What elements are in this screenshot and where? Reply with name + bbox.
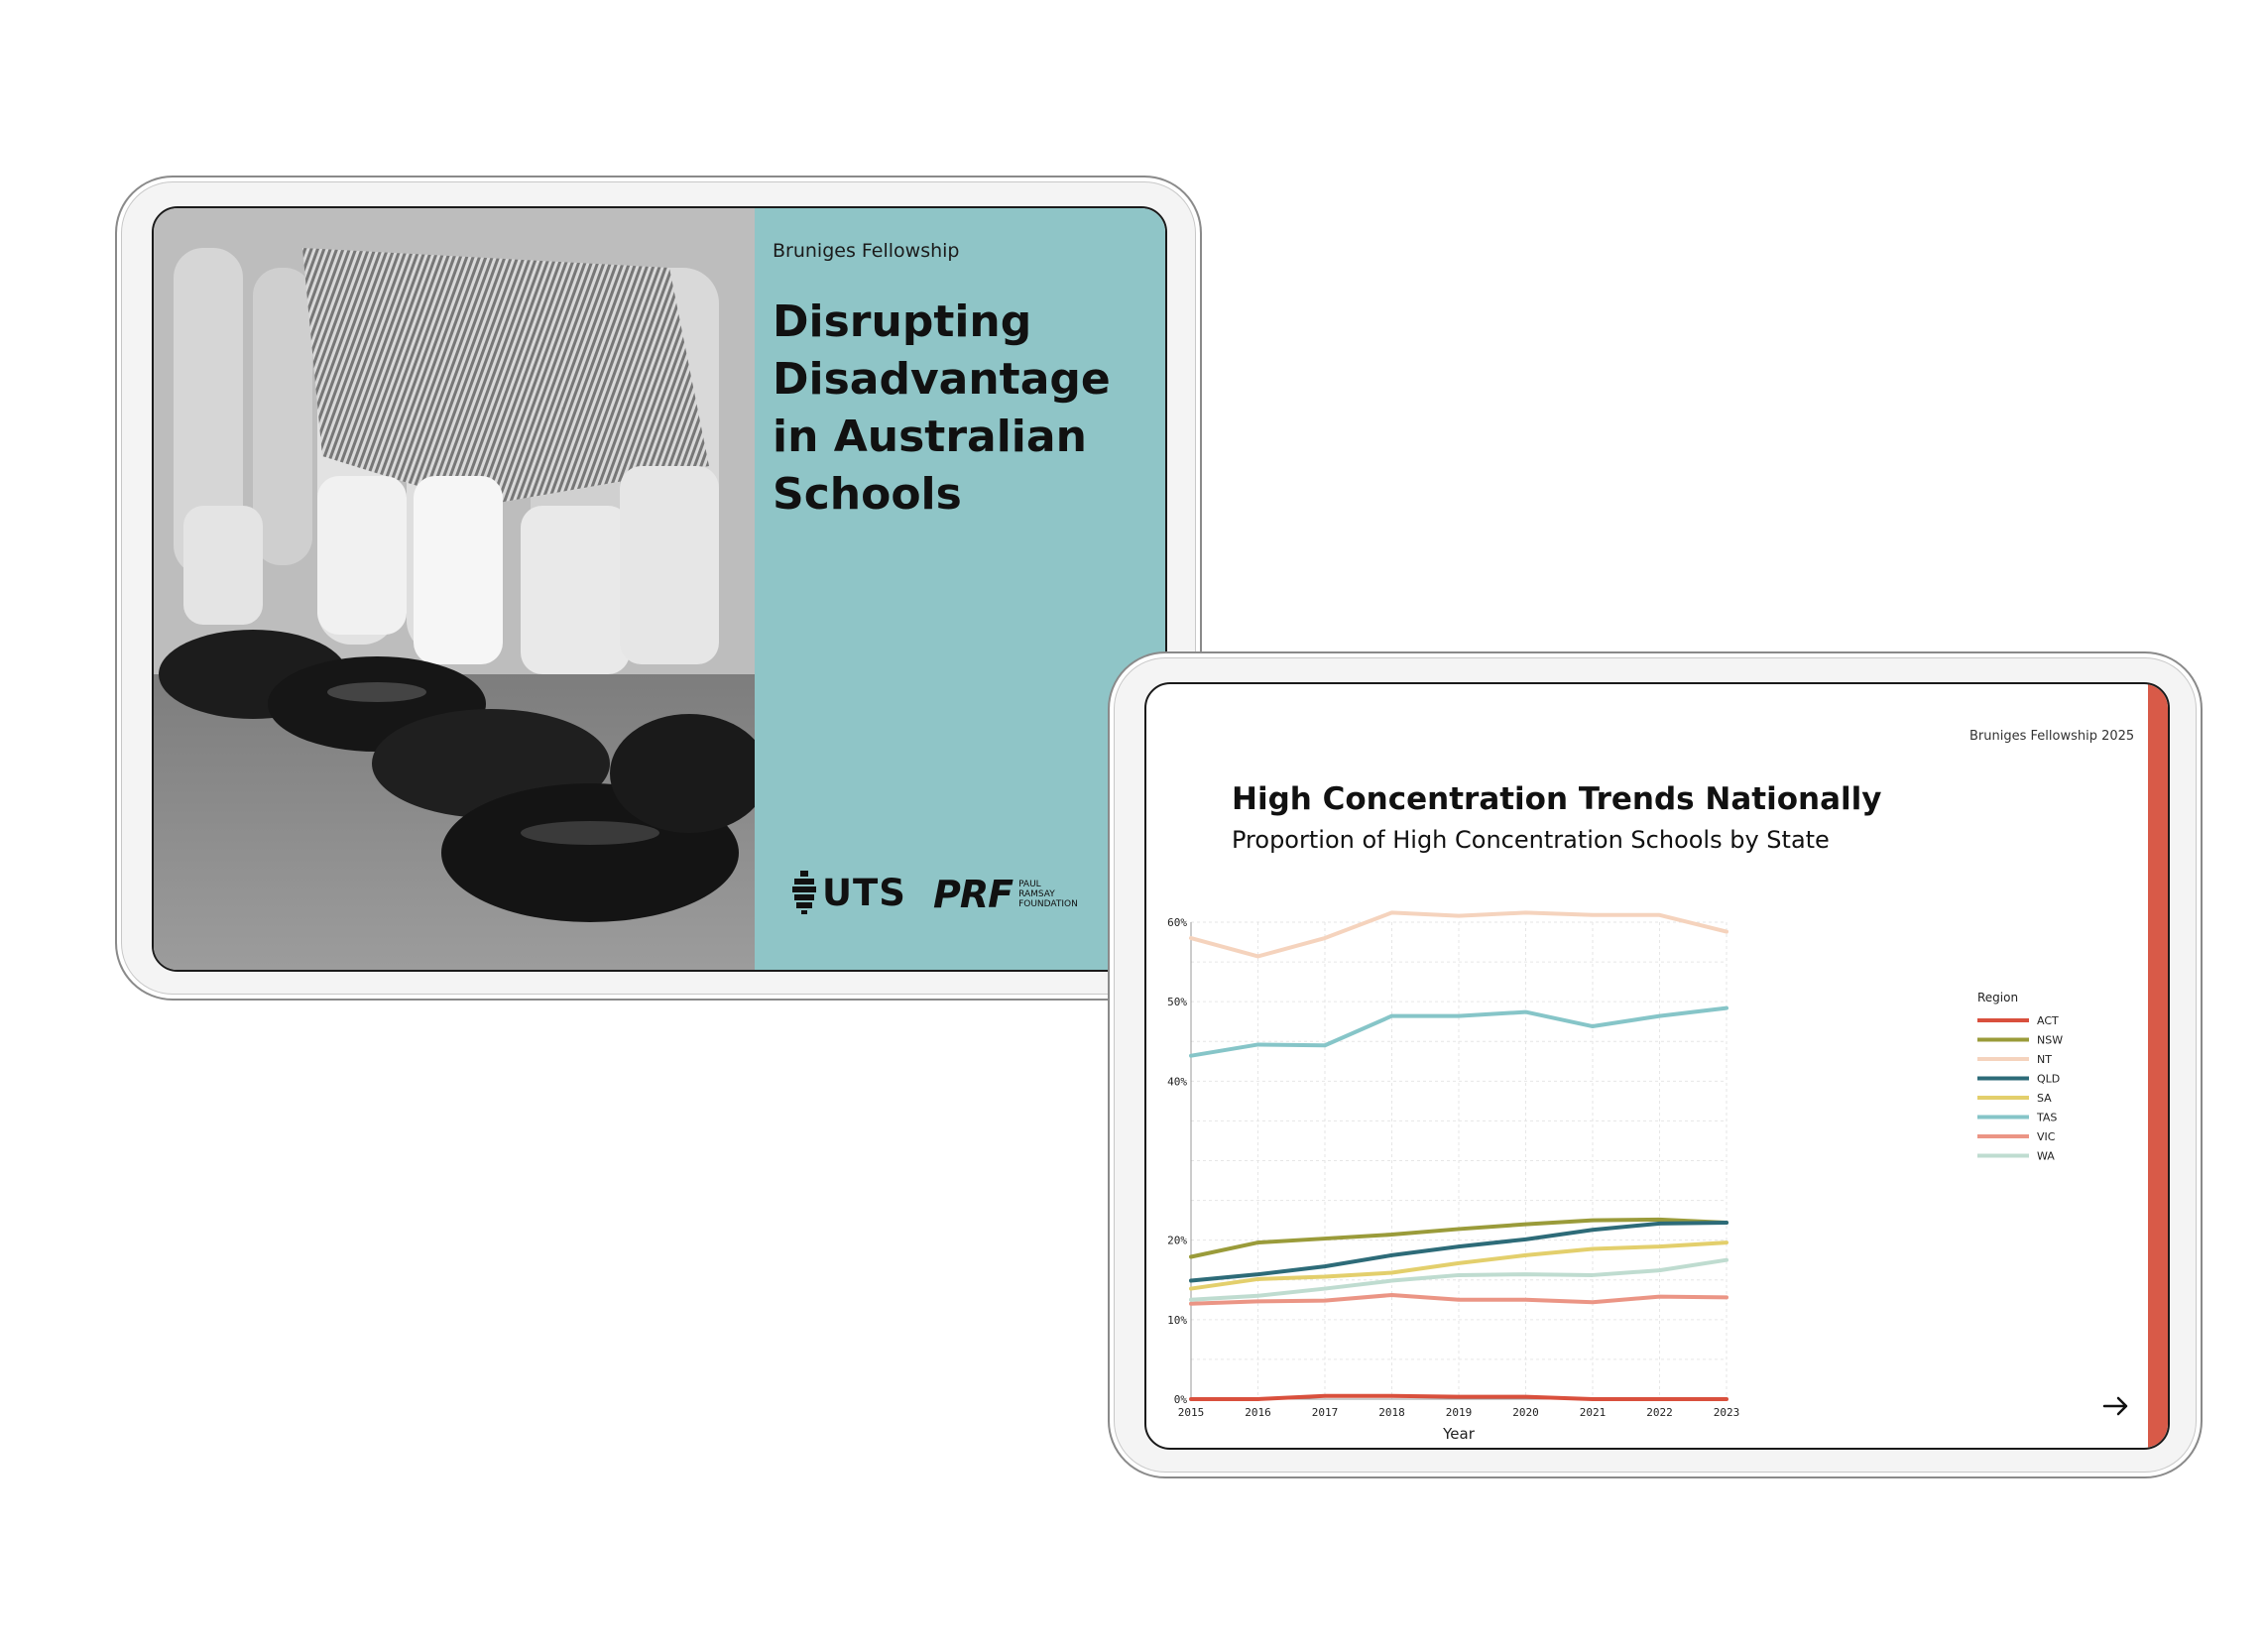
x-axis-label: Year — [1443, 1425, 1475, 1443]
report-title-line: in Australian — [773, 412, 1087, 462]
line-chart — [1146, 684, 2148, 1448]
report-title-line: Disrupting — [773, 296, 1032, 347]
schoolchildren-shoes-photo — [154, 208, 755, 970]
x-tick-label: 2021 — [1579, 1406, 1607, 1419]
uts-logo — [792, 871, 906, 914]
legend-entry: QLD — [2037, 1072, 2061, 1086]
arrow-right-icon[interactable] — [2098, 1388, 2134, 1424]
slide-title: High Concentration Trends Nationally — [1232, 781, 1882, 817]
report-title — [773, 294, 1149, 524]
report-title-line: Schools — [773, 469, 962, 520]
legend-entry: NT — [2037, 1053, 2052, 1066]
y-tick-label: 60% — [1167, 916, 1187, 929]
cover-screen — [152, 206, 1167, 972]
cover-text-panel — [755, 208, 1165, 970]
legend-entry: SA — [2037, 1092, 2052, 1105]
uts-crest-icon — [792, 871, 816, 914]
tablet-chart-device — [1108, 651, 2203, 1478]
prf-foundation-name — [1018, 880, 1078, 909]
x-tick-label: 2017 — [1311, 1406, 1339, 1419]
brand-tag: Bruniges Fellowship 2025 — [1969, 729, 2135, 744]
x-tick-label: 2015 — [1177, 1406, 1205, 1419]
x-tick-label: 2023 — [1713, 1406, 1740, 1419]
legend-entry: TAS — [2037, 1111, 2058, 1124]
prf-small-line: PAUL — [1018, 880, 1041, 889]
fellowship-label: Bruniges Fellowship — [773, 240, 960, 262]
tablet-cover-device — [115, 176, 1202, 1001]
y-tick-label: 40% — [1167, 1075, 1187, 1089]
y-tick-label: 20% — [1167, 1234, 1187, 1247]
prf-logo — [933, 873, 1078, 916]
x-tick-label: 2018 — [1378, 1406, 1405, 1419]
legend-entry: ACT — [2037, 1014, 2059, 1027]
legend-entry: WA — [2037, 1149, 2055, 1163]
chart-slide-screen — [1144, 682, 2170, 1450]
x-tick-label: 2019 — [1445, 1406, 1473, 1419]
accent-bar — [2148, 684, 2168, 1448]
legend-entry: VIC — [2037, 1130, 2056, 1143]
series-line-act — [1191, 1396, 1727, 1399]
uts-wordmark: UTS — [822, 871, 906, 914]
photo-illustration — [154, 208, 755, 970]
prf-small-line: RAMSAY — [1018, 889, 1055, 899]
legend-entry: NSW — [2037, 1033, 2064, 1047]
report-title-line: Disadvantage — [773, 354, 1111, 405]
y-tick-label: 50% — [1167, 996, 1187, 1009]
prf-small-line: FOUNDATION — [1018, 899, 1078, 909]
y-tick-label: 0% — [1173, 1393, 1187, 1406]
x-tick-label: 2016 — [1245, 1406, 1271, 1419]
slide-subtitle: Proportion of High Concentration Schools by State — [1232, 826, 1830, 854]
legend-title: Region — [1977, 991, 2019, 1004]
x-tick-label: 2020 — [1512, 1406, 1539, 1419]
prf-wordmark: PRF — [933, 873, 1013, 916]
y-tick-label: 10% — [1167, 1313, 1187, 1327]
x-tick-label: 2022 — [1646, 1406, 1673, 1419]
